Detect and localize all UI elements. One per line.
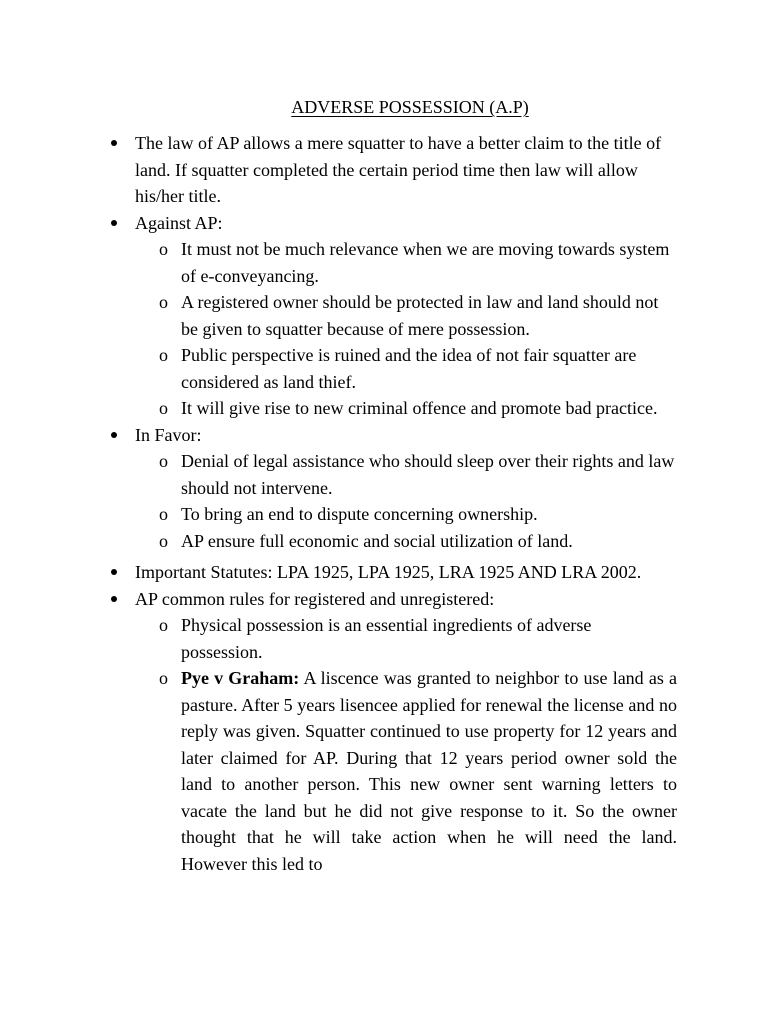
bullet-item — [0, 422, 677, 449]
sub-bullet-text: Physical possession is an essential ingredients of adverse possession. — [181, 615, 592, 662]
bullet-marker — [111, 210, 117, 237]
sub-bullet-text: Public perspective is ruined and the idea of not fair squatter are considered as land thief. — [181, 345, 637, 392]
sub-bullet-item — [0, 289, 677, 342]
sub-bullet-marker: o — [159, 398, 168, 418]
case-name: Pye v Graham: — [181, 668, 300, 688]
sub-bullet-item — [0, 395, 677, 422]
sub-bullet-text: To bring an end to dispute concerning ownership. — [181, 504, 538, 524]
sub-bullet-marker: o — [159, 292, 168, 312]
bullet-text: In Favor: — [135, 424, 202, 445]
sub-bullet-text: It will give rise to new criminal offence and promote bad practice. — [181, 398, 658, 418]
sub-bullet-text: A registered owner should be protected in law and land should not be given to squatter because of mere possession. — [181, 292, 659, 339]
sub-bullet-item — [0, 448, 677, 501]
sub-bullet-marker: o — [159, 504, 168, 524]
bullet-marker — [111, 586, 117, 613]
bullet-marker — [111, 130, 117, 157]
sub-bullet-marker: o — [159, 345, 168, 365]
sub-bullet-item — [0, 501, 677, 528]
bullet-item — [0, 130, 677, 210]
document-title: ADVERSE POSSESSION (A.P) — [291, 97, 529, 117]
bullet-text: Important Statutes: LPA 1925, LPA 1925, LRA 1925 AND LRA 2002. — [135, 562, 642, 582]
document-body — [0, 130, 768, 877]
sub-bullet-item — [0, 665, 677, 877]
sub-bullet-text: Denial of legal assistance who should sleep over their rights and law should not intervene. — [181, 451, 675, 498]
case-description: A liscence was granted to neighbor to use land as a pasture. After 5 years lisencee applied for renewal the license and no reply was given. Squatter continued to use property for 12 years and later claimed for AP. During that 12 years period owner sold the land to another person. This new owner sent warning letters to vacate the land but he did not give response to it. So the owner thought that he will take action when he will need the land. However this led to — [181, 668, 677, 874]
sub-bullet-item — [0, 528, 677, 555]
bullet-item — [0, 559, 677, 586]
bullet-item — [0, 586, 677, 613]
bullet-text: Against AP: — [135, 212, 223, 233]
sub-bullet-marker: o — [159, 239, 168, 259]
bullet-marker — [111, 559, 117, 586]
sub-bullet-item — [0, 236, 677, 289]
bullet-marker — [111, 422, 117, 449]
sub-bullet-text: It must not be much relevance when we are moving towards system of e-conveyancing. — [181, 239, 670, 286]
bullet-text: AP common rules for registered and unregistered: — [135, 588, 495, 609]
bullet-item — [0, 210, 677, 237]
bullet-text: The law of AP allows a mere squatter to have a better claim to the title of land. If squatter completed the certain period time then law will allow his/her title. — [135, 133, 662, 206]
sub-bullet-marker: o — [159, 530, 168, 551]
sub-bullet-text — [181, 665, 677, 877]
sub-bullet-item — [0, 612, 677, 665]
sub-bullet-marker: o — [159, 668, 168, 688]
sub-bullet-marker: o — [159, 451, 168, 471]
sub-bullet-marker: o — [159, 615, 168, 635]
sub-bullet-text: AP ensure full economic and social utilization of land. — [181, 530, 573, 551]
sub-bullet-item — [0, 342, 677, 395]
